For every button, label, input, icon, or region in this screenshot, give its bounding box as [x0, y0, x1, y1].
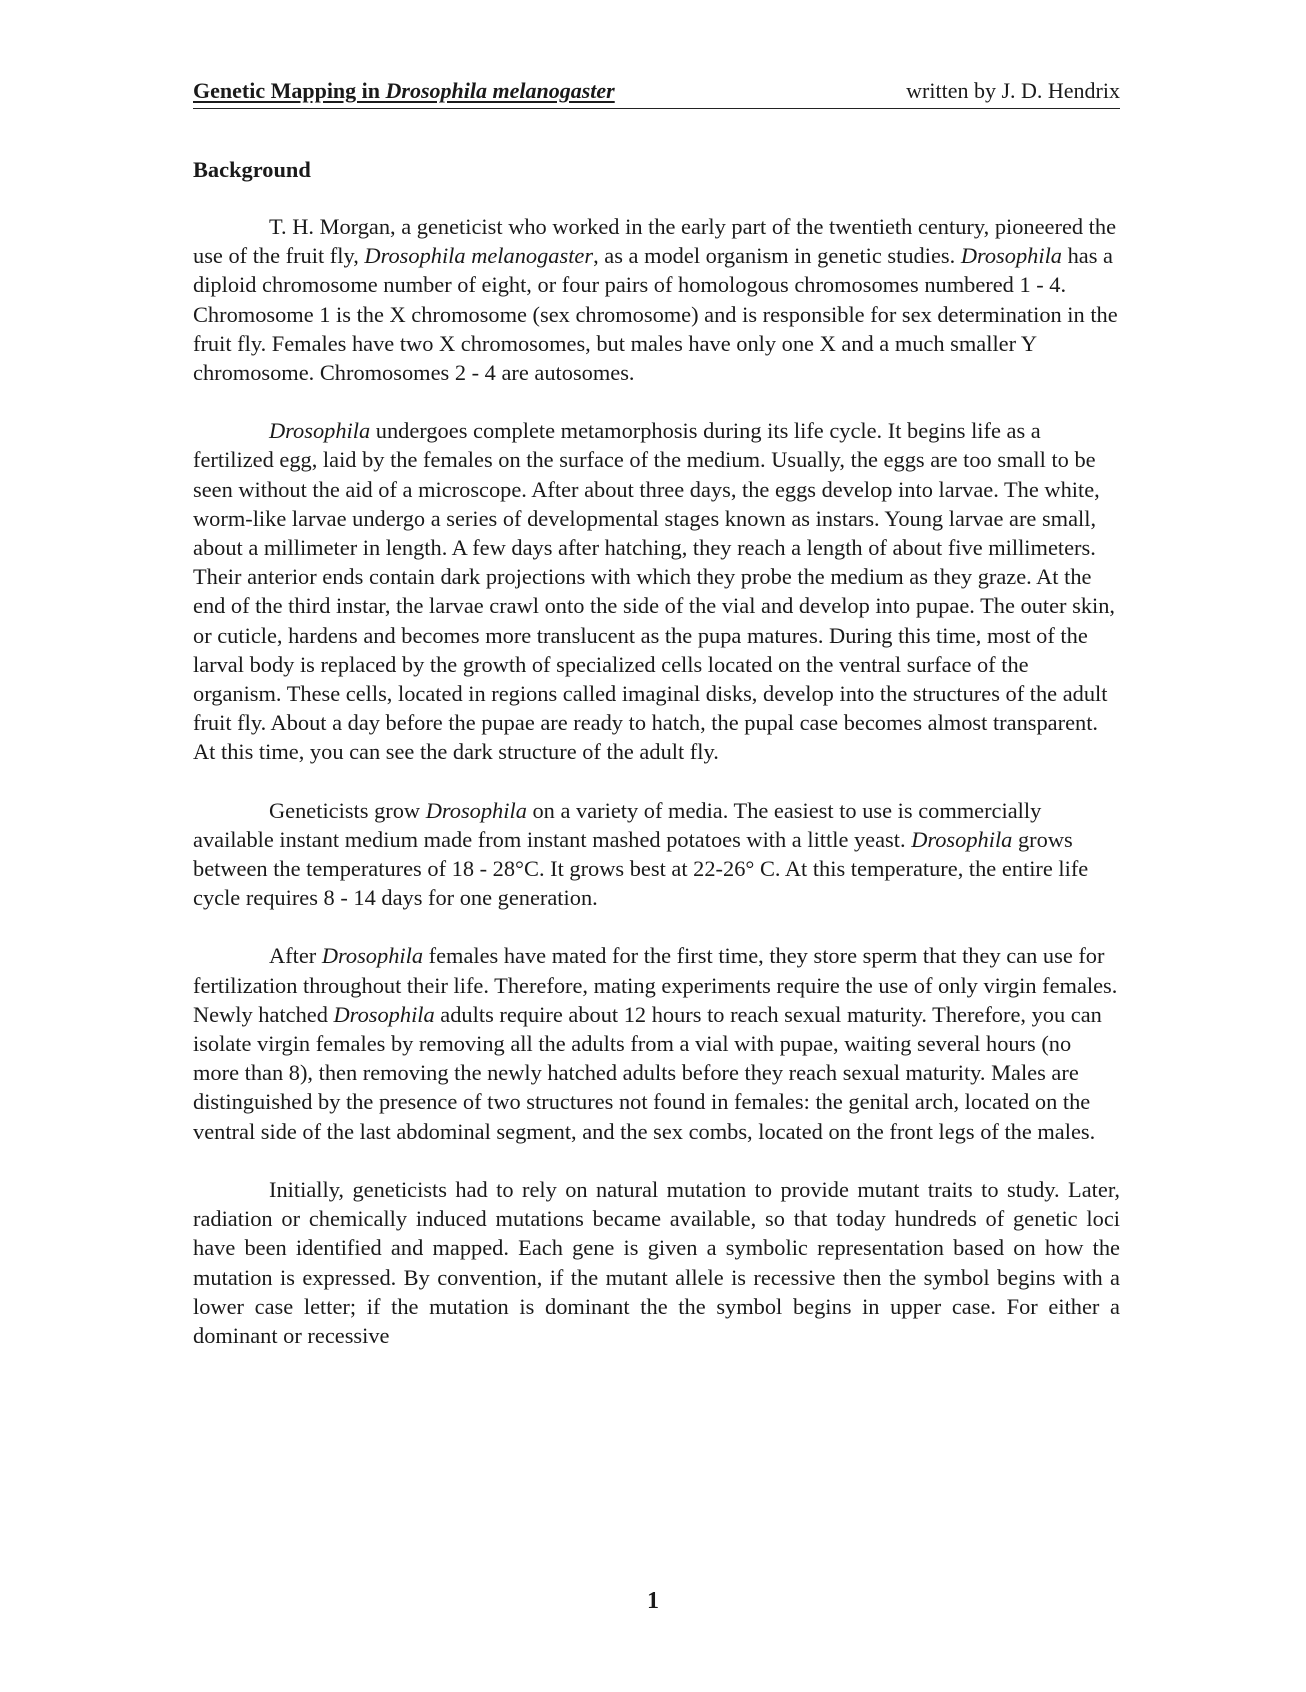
paragraph-metamorphosis: Drosophila undergoes complete metamorphosis during its life cycle. It begins life as a fertilized egg, laid by the females on the surface of the medium. Usually, the eggs are too small to be seen without the aid of a microscope. After about three days, the eggs develop into larvae. The white, worm-like larvae undergo a series of developmental stages known as instars. Young larvae are small, about a millimeter in length. A few days after hatching, they reach a length of about five millimeters. Their anterior ends contain dark projections with which they probe the medium as they graze. At the end of the third instar, the larvae crawl onto the side of the vial and develop into pupae. The outer skin, or cuticle, hardens and becomes more translucent as the pupa matures. During this time, most of the larval body is replaced by the growth of specialized cells located on the ventral surface of the organism. These cells, located in regions called imaginal disks, develop into the structures of the adult fruit fly. About a day before the pupae are ready to hatch, the pupal case becomes almost transparent. At this time, you can see the dark structure of the adult fly.	[193, 418, 1116, 765]
paragraph-mutation: Initially, geneticists had to rely on natural mutation to provide mutant traits to study. Later, radiation or chemically induced mutations became available, so that today hundreds of genetic loci have been identified and mapped. Each gene is given a symbolic representation based on how the mutation is expressed. By convention, if the mutant allele is recessive then the symbol begins with a lower case letter; if the mutation is dominant the the symbol begins in upper case. For either a dominant or recessive	[193, 1176, 1120, 1348]
document-body	[193, 156, 1120, 1350]
section-heading: Background	[193, 157, 311, 182]
species-name-italic: Drosophila melanogaster	[385, 78, 615, 103]
paragraph-morgan: T. H. Morgan, a geneticist who worked in the early part of the twentieth century, pioneered the use of the fruit fly, Drosophila melanogaster, as a model organism in genetic studies. Drosophila has a diploid chromosome number of eight, or four pairs of homologous chromosomes numbered 1 - 4. Chromosome 1 is the X chromosome (sex chromosome) and is responsible for sex determination in the fruit fly. Females have two X chromosomes, but males have only one X and a much smaller Y chromosome. Chromosomes 2 - 4 are autosomes.	[193, 214, 1118, 386]
page-header	[193, 78, 1120, 109]
paragraph-media: Geneticists grow Drosophila on a variety of media. The easiest to use is commercially available instant medium made from instant mashed potatoes with a little yeast. Drosophila grows between the temperatures of 18 - 28°C. It grows best at 22-26° C. At this temperature, the entire life cycle requires 8 - 14 days for one generation.	[193, 797, 1089, 911]
paragraph-virgin-females: After Drosophila females have mated for the first time, they store sperm that they can use for fertilization throughout their life. Therefore, mating experiments require the use of only virgin females. Newly hatched Drosophila adults require about 12 hours to reach sexual maturity. Therefore, you can isolate virgin females by removing all the adults from a vial with pupae, waiting several hours (no more than 8), then removing the newly hatched adults before they reach sexual maturity. Males are distinguished by the presence of two structures not found in females: the genital arch, located on the ventral side of the last abdominal segment, and the sex combs, located on the front legs of the males.	[193, 943, 1118, 1144]
page-number: 1	[647, 1588, 659, 1614]
author-byline: written by J. D. Hendrix	[906, 78, 1120, 103]
document-title: Genetic Mapping in Drosophila melanogaster	[193, 78, 615, 103]
